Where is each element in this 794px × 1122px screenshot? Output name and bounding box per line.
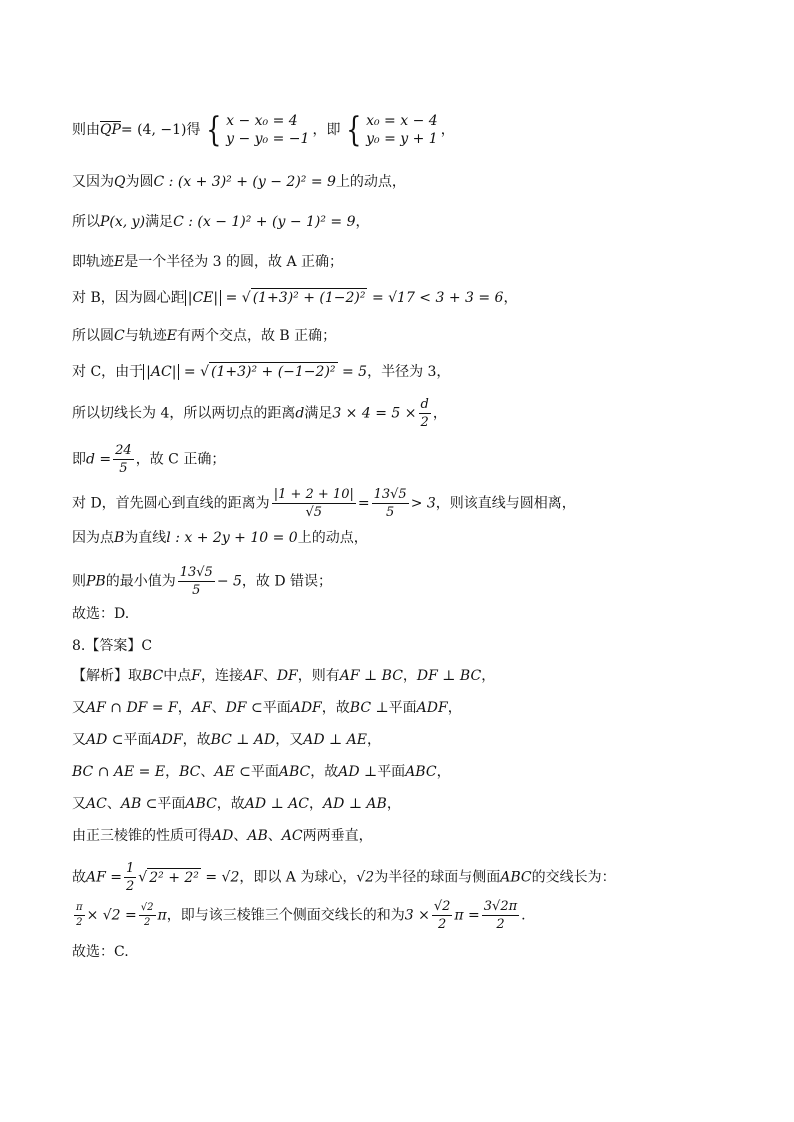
line-pb-minimum: 则PB的最小值为 $\frac{13√5}{5}$ − 5，故 D 错误； xyxy=(72,565,333,598)
fraction: $\frac{13√5}{5}$ xyxy=(373,487,407,520)
fraction: $\frac{d}{2}$ xyxy=(420,397,429,430)
line-bc-perp-ad: 又AD ⊂平面ADF，故BC ⊥ AD，又AD ⊥ AE， xyxy=(72,732,381,748)
line-trajectory-e: 即轨迹E是一个半径为 3 的圆，故 A 正确； xyxy=(72,254,344,270)
line-qp-vector: 则由$\overline{QP}= (4$, −1)得 { x − x₀ = 4 y − y₀ = −1 ，即 { x₀ = x − 4 y₀ = y + 1 ， xyxy=(72,110,455,150)
vector-qp: $\overline{QP}$ xyxy=(100,122,121,138)
fraction: $\frac{24}{5}$ xyxy=(115,443,132,476)
line-answer-d: 故选：D. xyxy=(72,606,130,622)
line-answer-c: 故选：C. xyxy=(72,944,129,960)
system-b: { x₀ = x − 4 y₀ = y + 1 xyxy=(346,110,438,150)
line-two-intersections: 所以圆C与轨迹E有两个交点，故 B 正确； xyxy=(72,328,337,344)
fraction: $\frac{13√5}{5}$ xyxy=(179,565,213,598)
fraction: $\frac{√2}{2}$ xyxy=(140,902,154,928)
fraction: $\frac{3√2\pi}{2}$ xyxy=(483,899,518,932)
math: = (4, −1) xyxy=(120,122,187,138)
text: 得 xyxy=(186,122,201,138)
system-a: { x − x₀ = 4 y − y₀ = −1 xyxy=(206,110,310,150)
line-circle-c: 又因为Q为圆C : (x + 3)² + (y − 2)² = 9上的动点， xyxy=(72,174,406,190)
line-af-length: 故AF = $\frac{1}{2}$ √ 2² + 2² = √2，即以 A 为球心，√2为半径的球面与侧面ABC的交线长为： xyxy=(72,861,616,894)
fraction: $\frac{1}{2}$ xyxy=(126,861,135,894)
line-mutually-perpendicular: 由正三棱锥的性质可得AD、AB、AC两两垂直， xyxy=(72,828,373,844)
line-ad-perp: 又AC、AB ⊂平面ABC，故AD ⊥ AC，AD ⊥ AB， xyxy=(72,796,401,812)
line-point-p: 所以P(x, y)满足C : (x − 1)² + (y − 1)² = 9， xyxy=(72,214,370,230)
line-option-c: 对 C，由于 |AC| = √ (1+3)² + (−1−2)² = 5，半径为 3， xyxy=(72,364,451,380)
text: 则由 xyxy=(72,122,100,138)
line-plane-abc: BC ∩ AE = E，BC、AE ⊂平面ABC，故AD ⊥平面ABC， xyxy=(72,764,451,780)
line-line-l: 因为点B为直线l : x + 2y + 10 = 0上的动点， xyxy=(72,530,368,546)
line-arc-length-sum: $\frac{\pi}{2}$ × √2 = $\frac{√2}{2}$ π，即与该三棱锥三个侧面交线长的和为3 × $\frac{√2}{2}$ π = $\frac{3√2\pi}{2}$ . xyxy=(76,899,526,932)
line-tangent-length: 所以切线长为 4，所以两切点的距离d满足3 × 4 = 5 × $\frac{d}{2}$ ， xyxy=(72,397,447,430)
line-option-d: 对 D，首先圆心到直线的距离为 $\frac{|1 + 2 + 10|}{√5}$ = $\frac{13√5}{5}$ > 3，则该直线与圆相离， xyxy=(72,487,576,520)
fraction: $\frac{√2}{2}$ xyxy=(433,899,451,932)
line-d-value: 即d = $\frac{24}{5}$ ，故 C 正确； xyxy=(72,443,226,476)
fraction: $\frac{|1 + 2 + 10|}{√5}$ xyxy=(273,487,354,520)
text: ，即 xyxy=(312,122,341,138)
line-analysis-start: 【解析】取BC中点F，连接AF、DF，则有AF ⊥ BC，DF ⊥ BC， xyxy=(72,668,496,684)
question-8-answer: 8.【答案】C xyxy=(72,638,153,654)
line-plane-adf: 又AF ∩ DF = F，AF、DF ⊂平面ADF，故BC ⊥平面ADF， xyxy=(72,700,462,716)
fraction: $\frac{\pi}{2}$ xyxy=(76,902,83,928)
line-option-b: 对 B，因为圆心距 |CE| = √ (1+3)² + (1−2)² = √17 < 3 + 3 = 6， xyxy=(72,290,518,306)
